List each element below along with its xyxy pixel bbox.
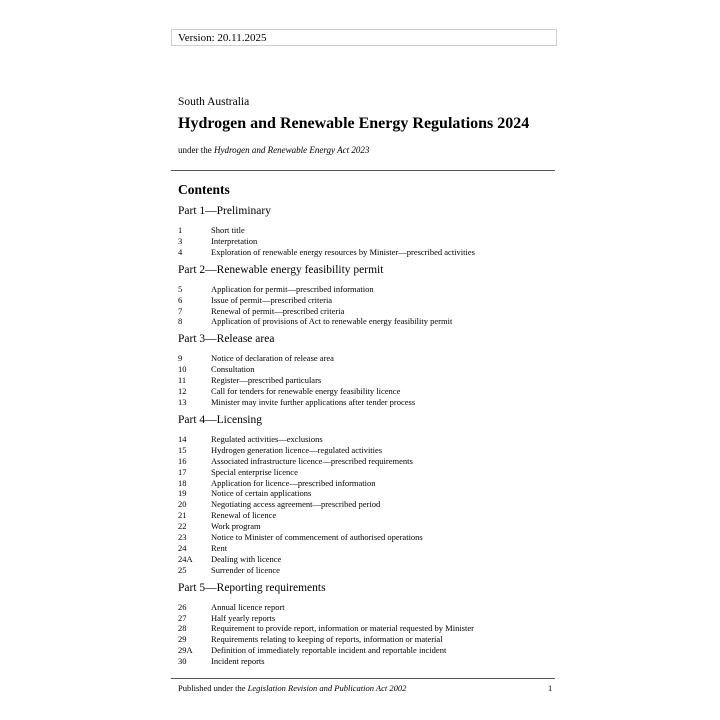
toc-entry-title: Requirement to provide report, information or material requested by Minister xyxy=(211,623,474,634)
toc-part-group xyxy=(178,284,548,328)
toc-part-heading[interactable]: Part 4—Licensing xyxy=(178,413,262,426)
toc-entry[interactable] xyxy=(178,656,548,667)
toc-entry-title: Notice to Minister of commencement of authorised operations xyxy=(211,532,423,543)
toc-entry[interactable] xyxy=(178,295,548,306)
toc-part-heading[interactable]: Part 2—Renewable energy feasibility permit xyxy=(178,263,384,276)
toc-entry-title: Notice of certain applications xyxy=(211,488,312,499)
toc-entry[interactable] xyxy=(178,613,548,624)
toc-entry[interactable] xyxy=(178,434,548,445)
toc-entry[interactable] xyxy=(178,225,548,236)
page-number: 1 xyxy=(548,683,553,693)
footer-published xyxy=(178,683,554,693)
toc-entry[interactable] xyxy=(178,386,548,397)
toc-part-heading[interactable]: Part 3—Release area xyxy=(178,333,275,346)
toc-entry-title: Minister may invite further applications after tender process xyxy=(211,396,416,407)
toc-entry[interactable] xyxy=(178,456,548,467)
toc-entry-number: 22 xyxy=(178,521,187,532)
toc-part-group xyxy=(178,225,548,258)
toc-entry[interactable] xyxy=(178,645,548,656)
toc-entry-title: Register—prescribed particulars xyxy=(211,375,322,386)
toc-entry-number: 21 xyxy=(178,510,187,521)
toc-entry-number: 12 xyxy=(178,386,187,397)
toc-entry-number: 29 xyxy=(178,634,187,645)
toc-entry[interactable] xyxy=(178,478,548,489)
toc-entry-number: 1 xyxy=(178,225,183,235)
toc-entry[interactable] xyxy=(178,375,548,386)
toc-entry[interactable] xyxy=(178,284,548,295)
toc-entry-number: 15 xyxy=(178,444,187,455)
toc-entry-number: 20 xyxy=(178,499,187,510)
toc-entry-number: 4 xyxy=(178,246,183,257)
toc-entry[interactable] xyxy=(178,364,548,375)
toc-part-heading[interactable]: Part 5—Reporting requirements xyxy=(178,581,326,594)
toc-entry-number: 11 xyxy=(178,375,187,386)
toc-entry-number: 9 xyxy=(178,353,183,364)
enabling-act-prefix: under the xyxy=(178,145,214,155)
toc-entry-title: Surrender of licence xyxy=(211,564,280,575)
toc-entry[interactable] xyxy=(178,499,548,510)
toc-entry[interactable] xyxy=(178,602,548,613)
toc-entry[interactable] xyxy=(178,554,548,565)
toc-entry-title: Negotiating access agreement—prescribed period xyxy=(211,499,381,510)
toc-entry-number: 24 xyxy=(178,542,187,553)
toc-entry-number: 5 xyxy=(178,283,183,294)
toc-entry[interactable] xyxy=(178,510,548,521)
toc-entry[interactable] xyxy=(178,543,548,554)
toc-entry-title: Application for permit—prescribed information xyxy=(211,283,374,294)
toc-entry-number: 10 xyxy=(178,364,187,375)
toc-entry-number: 13 xyxy=(178,396,187,407)
toc-entry-title: Special enterprise licence xyxy=(211,466,298,477)
version-box xyxy=(171,29,557,46)
contents-heading: Contents xyxy=(178,182,230,197)
enabling-act-name: Hydrogen and Renewable Energy Act 2023 xyxy=(214,145,370,155)
toc-entry-title: Work program xyxy=(211,521,261,532)
toc-entry-number: 14 xyxy=(178,433,187,444)
toc-part-group xyxy=(178,434,548,576)
toc-entry-title: Hydrogen generation licence—regulated activities xyxy=(211,444,383,455)
toc-entry-number: 28 xyxy=(178,623,187,634)
bottom-divider xyxy=(171,678,555,679)
toc-part-group xyxy=(178,353,548,408)
toc-entry[interactable] xyxy=(178,634,548,645)
table-of-contents xyxy=(178,204,548,672)
toc-entry-title: Exploration of renewable energy resources by Minister—prescribed activities xyxy=(211,246,475,257)
footer-act-name: Legislation Revision and Publication Act 2002 xyxy=(247,683,407,693)
toc-entry[interactable] xyxy=(178,565,548,576)
toc-entry-title: Incident reports xyxy=(211,656,265,667)
toc-entry-title: Requirements relating to keeping of reports, information or material xyxy=(211,634,443,645)
toc-entry[interactable] xyxy=(178,488,548,499)
toc-entry-title: Consultation xyxy=(211,364,255,375)
toc-entry[interactable] xyxy=(178,467,548,478)
toc-entry-title: Renewal of permit—prescribed criteria xyxy=(211,305,345,316)
toc-entry-title: Half yearly reports xyxy=(211,612,276,623)
toc-entry-number: 19 xyxy=(178,488,187,499)
toc-entry-number: 30 xyxy=(178,656,187,667)
toc-entry-title: Annual licence report xyxy=(211,601,285,612)
toc-entry-number: 25 xyxy=(178,564,187,575)
toc-entry-title: Issue of permit—prescribed criteria xyxy=(211,294,333,305)
toc-entry-number: 23 xyxy=(178,532,187,543)
toc-entry-number: 26 xyxy=(178,601,187,612)
toc-entry[interactable] xyxy=(178,397,548,408)
toc-entry-number: 6 xyxy=(178,294,183,305)
toc-entry-title: Rent xyxy=(211,542,228,553)
jurisdiction: South Australia xyxy=(178,96,250,108)
document-title: Hydrogen and Renewable Energy Regulations 2024 xyxy=(178,115,530,132)
toc-entry-title: Short title xyxy=(211,225,245,235)
toc-entry[interactable] xyxy=(178,247,548,258)
toc-entry[interactable] xyxy=(178,236,548,247)
toc-entry-title: Dealing with licence xyxy=(211,553,282,564)
toc-entry-title: Interpretation xyxy=(211,235,258,246)
toc-entry[interactable] xyxy=(178,623,548,634)
toc-entry-number: 27 xyxy=(178,612,187,623)
toc-part-heading[interactable]: Part 1—Preliminary xyxy=(178,205,271,217)
toc-entry-title: Associated infrastructure licence—prescribed requirements xyxy=(211,455,413,466)
top-divider xyxy=(171,170,555,171)
toc-entry[interactable] xyxy=(178,532,548,543)
toc-entry[interactable] xyxy=(178,445,548,456)
toc-entry-title: Application of provisions of Act to renewable energy feasibility permit xyxy=(211,316,453,327)
toc-part-group xyxy=(178,602,548,667)
toc-entry-number: 17 xyxy=(178,466,187,477)
toc-entry-number: 7 xyxy=(178,305,183,316)
enabling-act-line xyxy=(178,145,369,155)
toc-entry-number: 3 xyxy=(178,235,183,246)
toc-entry-number: 24A xyxy=(178,553,193,564)
toc-entry-title: Application for licence—prescribed information xyxy=(211,477,376,488)
toc-entry-title: Notice of declaration of release area xyxy=(211,353,334,364)
toc-entry[interactable] xyxy=(178,306,548,317)
toc-entry-title: Call for tenders for renewable energy feasibility licence xyxy=(211,386,401,397)
toc-entry[interactable] xyxy=(178,316,548,327)
toc-entry-number: 18 xyxy=(178,477,187,488)
version-text: Version: 20.11.2025 xyxy=(178,32,267,44)
toc-entry-number: 29A xyxy=(178,645,193,656)
toc-entry-title: Renewal of licence xyxy=(211,510,277,521)
toc-entry-title: Regulated activities—exclusions xyxy=(211,433,323,444)
footer-prefix: Published under the xyxy=(178,683,248,693)
toc-entry[interactable] xyxy=(178,353,548,364)
toc-entry-number: 16 xyxy=(178,455,187,466)
toc-entry-number: 8 xyxy=(178,316,183,327)
toc-entry-title: Definition of immediately reportable incident and reportable incident xyxy=(211,645,447,656)
toc-entry[interactable] xyxy=(178,521,548,532)
